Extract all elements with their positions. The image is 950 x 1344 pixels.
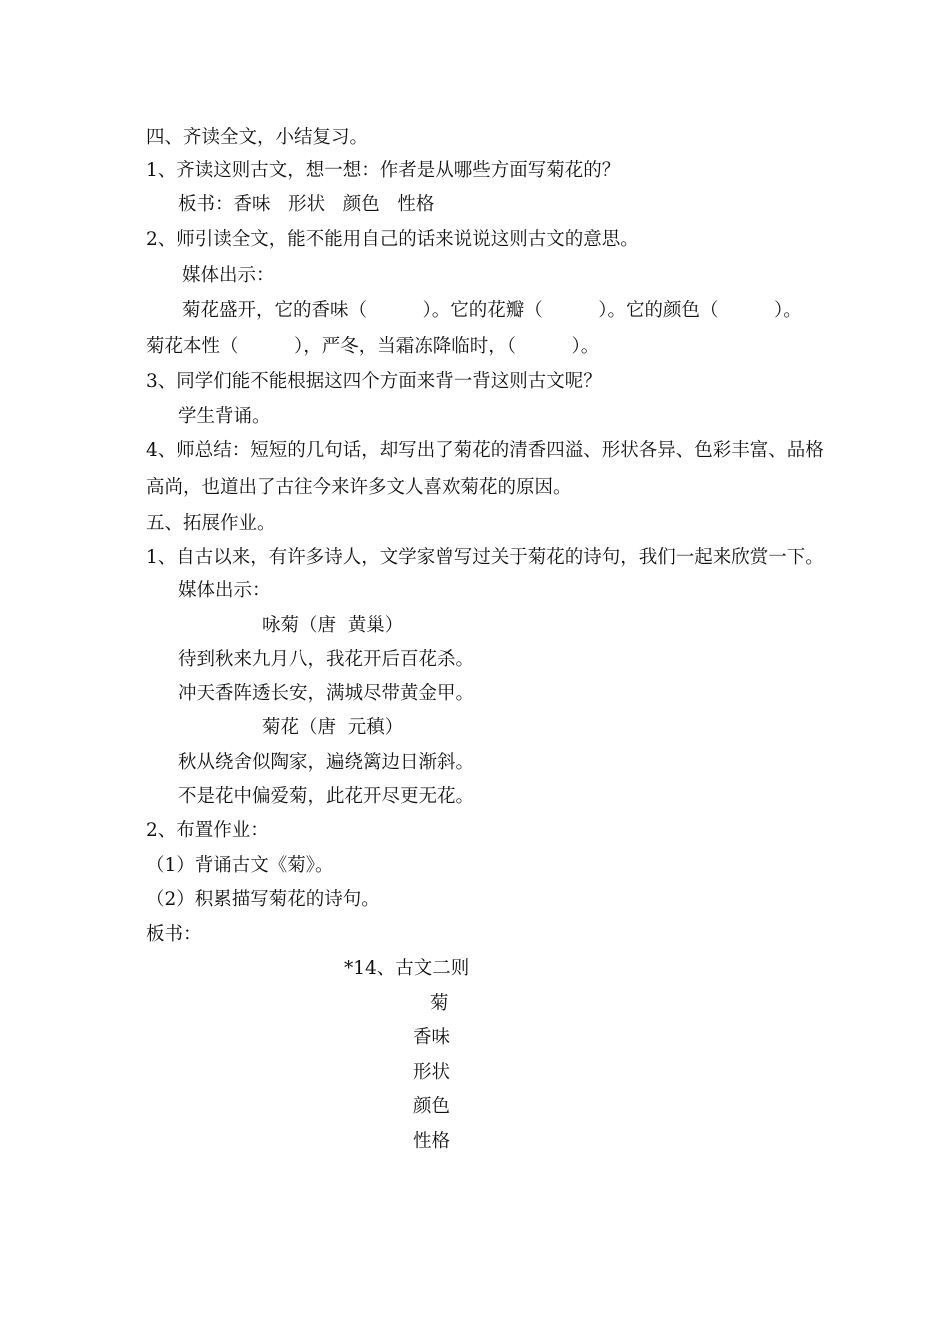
fill-in-line-2: 菊花本性（ ），严冬，当霜冻降临时，（ ）。: [146, 336, 600, 357]
poem-2-line-2: 不是花中偏爱菊，此花开尽更无花。: [178, 786, 475, 807]
poem-1-title: 咏菊（唐 黄巢）: [262, 615, 404, 636]
blackboard-item-shape: 形状: [413, 1062, 451, 1083]
fill-in-line-1: 菊花盛开，它的香味（ ）。它的花瓣（ ）。它的颜色（ ）。: [182, 300, 802, 321]
board-summary: 板书：香味 形状 颜色 性格: [178, 194, 435, 215]
section-5-heading: 五、拓展作业。: [146, 513, 276, 534]
poem-2-line-1: 秋从绕舍似陶家，遍绕篱边日渐斜。: [178, 752, 475, 773]
question-3-answer: 学生背诵。: [178, 406, 271, 427]
homework-item-1: （1）背诵古文《菊》。: [146, 855, 334, 876]
blackboard-item-character: 性格: [413, 1131, 451, 1152]
poem-1-line-2: 冲天香阵透长安，满城尽带黄金甲。: [178, 683, 475, 704]
poem-1-line-1: 待到秋来九月八，我花开后百花杀。: [178, 649, 475, 670]
blackboard-title: *14、古文二则: [344, 958, 470, 979]
poem-2-title: 菊花（唐 元稹）: [262, 717, 404, 738]
section-4-heading: 四、齐读全文，小结复习。: [146, 127, 369, 148]
question-3: 3、同学们能不能根据这四个方面来背一背这则古文呢？: [146, 371, 602, 392]
teacher-summary-line-2: 高尚，也道出了古往今来许多文人喜欢菊花的原因。: [146, 477, 572, 498]
media-label-2: 媒体出示：: [178, 580, 271, 601]
extension-paragraph: 1、自古以来，有许多诗人，文学家曾写过关于菊花的诗句，我们一起来欣赏一下。: [146, 547, 824, 568]
question-2: 2、师引读全文，能不能用自己的话来说说这则古文的意思。: [146, 229, 639, 250]
teacher-summary-line-1: 4、师总结：短短的几句话，却写出了菊花的清香四溢、形状各异、色彩丰富、品格: [146, 440, 824, 461]
blackboard-item-color: 颜色: [413, 1096, 451, 1117]
media-label-1: 媒体出示：: [182, 265, 275, 286]
blackboard-subject: 菊: [430, 993, 449, 1014]
homework-heading: 2、布置作业：: [146, 820, 269, 841]
question-1: 1、齐读这则古文，想一想：作者是从哪些方面写菊花的？: [146, 160, 621, 181]
blackboard-label: 板书：: [146, 924, 202, 945]
homework-item-2: （2）积累描写菊花的诗句。: [146, 889, 380, 910]
blackboard-item-fragrance: 香味: [413, 1027, 451, 1048]
